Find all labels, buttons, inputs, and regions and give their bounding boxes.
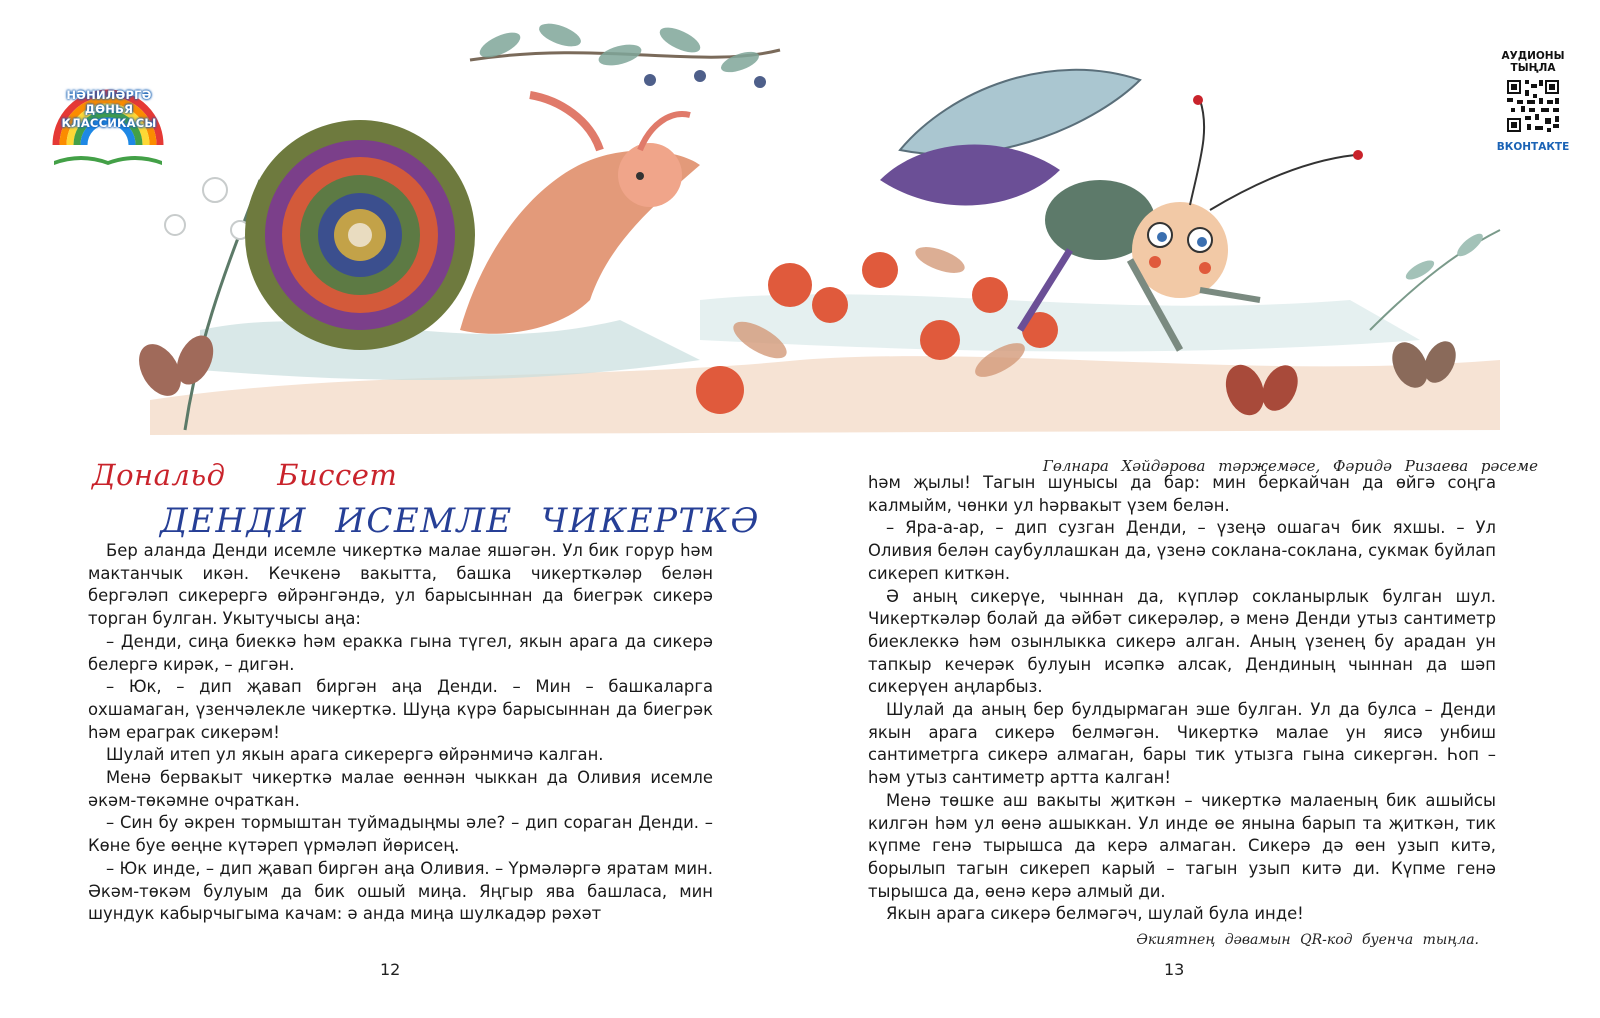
paragraph: Менә төшке аш вакыты җиткән – чикерткә малаеның бик ашыйсы килгән һәм ул өенә ашыккан. Ул инде өе янына барып та җиткән, тик күпме генә тырышса да керә алмаган. Сикерә дә өен узып китә, борылып тагын сикереп карый – тагын узып китә ди. Күпме генә тырышса да, өенә керә алмый ди. — [868, 790, 1496, 901]
qr-code[interactable] — [1505, 78, 1561, 134]
paragraph: – Син бу әкрен тормыштан туймадыңмы әле? – дип сораган Денди. – Көне буе өеңне күтәреп үрмәләп йөрисең. — [88, 813, 713, 856]
continuation-note: Әкиятнең дәвамын QR-код буенча тыңла. — [1136, 932, 1479, 948]
paragraph: Менә бервакыт чикерткә малае өеннән чыккан да Оливия исемле әкәм-төкәмне очраткан. — [88, 768, 713, 810]
paragraph: – Яра-а-ар, – дип сузган Денди, – үзеңә ошагач бик яхшы. – Ул Оливия белән саубуллашкан да, үзенә соклана-соклана, сукмак буйлап сикереп киткән. — [868, 518, 1496, 583]
qr-title: АУДИОНЫ ТЫҢЛА — [1501, 50, 1565, 74]
logo-text: НӘНИЛӘРГӘ ДӨНЬЯ КЛАССИКАСЫ — [61, 88, 157, 130]
illustration-credit: Гөлнара Хәйдәрова тәрҗемәсе, Фәридә Ризаева рәсеме — [1042, 457, 1538, 475]
paragraph: Шулай итеп ул якын арага сикерергә өйрәнмичә калган. — [106, 745, 604, 765]
page-number-right: 13 — [1164, 960, 1185, 979]
paragraph: Шулай да аның бер булдырмаган эше булган. Ул да булса – Денди якын арага сикерә белмәгән. Чикерткә малае ун яисә унбиш сантиметрга сикерә алмаган, бары тик утызга гына сикергән. Һоп – һәм утыз сантиметр артта калган! — [868, 700, 1496, 788]
paragraph: – Юк инде, – дип җавап биргән аңа Оливия. – Үрмәләргә яратам мин. Әкәм-төкәм булуым да бик ошый миңа. Яңгыр ява башласа, мин шундук кабырчыгыма качам: ә анда миңа шулкадәр рәхәт — [88, 858, 713, 924]
right-page-text — [868, 472, 1496, 926]
paragraph: – Денди, сиңа биеккә һәм еракка гына түгел, якын арага да сикерә белергә кирәк, – дигән. — [88, 631, 713, 674]
cover-illustration — [0, 0, 1600, 450]
vkontakte-link[interactable]: ВКОНТАКТЕ — [1496, 141, 1570, 153]
story-author: Дональд Биссет — [92, 458, 398, 492]
page-number-left: 12 — [380, 960, 401, 979]
paragraph: Ә аның сикерүе, чыннан да, күпләр сокланырлык булган шул. Чикерткәләр болай да әйбәт сикерәләр, ә менә Денди утыз сантиметр биеклеккә һәм озынлыкка сикерә алган. Аның үзенең бу арадан ун тапкыр кечерәк булуын исәпкә алсак, Дендиның чыннан да шәп сикерүен аңларбыз. — [868, 586, 1496, 697]
paragraph: Бер аланда Денди исемле чикерткә малае яшәгән. Ул бик горур һәм мактанчык икән. Кечкенә вакытта, башка чикерткәләр белән бергәләп сикерергә өйрәнгәндә, ул барысыннан да биегрәк сикерә торган булган. Укытучысы аңа: — [88, 541, 713, 629]
story-title: ДЕНДИ ИСЕМЛЕ ЧИКЕРТКӘ — [160, 501, 760, 541]
paragraph: – Юк, – дип җавап биргән аңа Денди. – Мин – башкаларга охшамаган, үзенчәлекле чикерткә. Шуңа күрә барысыннан да биегрәк һәм ераграк сикерәм! — [88, 677, 713, 742]
paragraph: Якын арага сикерә белмәгәч, шулай була инде! — [886, 904, 1304, 924]
audio-qr-block[interactable] — [1484, 50, 1582, 153]
left-page-text — [88, 540, 713, 926]
paragraph: һәм җылы! Тагын шунысы да бар: мин беркайчан да өйгә соңга калмыйм, чөнки ул һәрвакыт үзем белән. — [868, 473, 1496, 515]
